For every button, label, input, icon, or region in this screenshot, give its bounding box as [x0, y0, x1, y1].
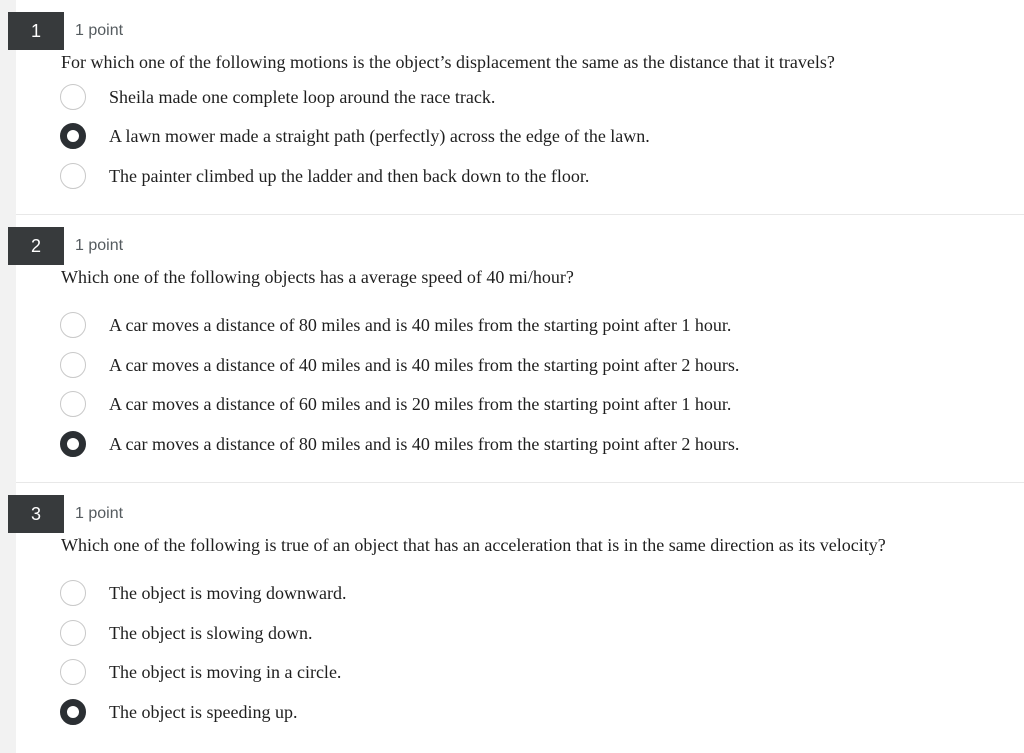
option-1[interactable] [60, 579, 346, 607]
option-label: Sheila made one complete loop around the race track. [109, 86, 496, 107]
option-4[interactable] [60, 698, 297, 726]
option-3[interactable] [60, 162, 589, 190]
option-4[interactable] [60, 430, 739, 458]
question-points: 1 point [75, 22, 124, 39]
question-number-badge: 3 [8, 495, 64, 533]
option-label: A lawn mower made a straight path (perfectly) across the edge of the lawn. [109, 125, 650, 146]
option-label: The painter climbed up the ladder and then back down to the floor. [109, 165, 590, 186]
option-3[interactable] [60, 658, 341, 686]
radio-button[interactable] [60, 163, 86, 189]
option-2[interactable] [60, 122, 650, 150]
option-2[interactable] [60, 619, 312, 647]
option-2[interactable] [60, 351, 739, 379]
radio-button[interactable] [60, 352, 86, 378]
radio-button-selected[interactable] [60, 699, 86, 725]
option-label: The object is slowing down. [109, 622, 313, 643]
option-label: The object is moving in a circle. [109, 661, 342, 682]
option-1[interactable] [60, 311, 731, 339]
option-label: The object is moving downward. [109, 582, 347, 603]
option-label: A car moves a distance of 80 miles and is 40 miles from the starting point after 2 hours. [109, 433, 740, 454]
left-gutter [0, 0, 16, 753]
question-text: Which one of the following is true of an object that has an acceleration that is in the same direction as its velocity? [61, 535, 886, 555]
question-number-badge: 2 [8, 227, 64, 265]
option-1[interactable] [60, 83, 495, 111]
question-points: 1 point [75, 237, 124, 254]
radio-button-selected[interactable] [60, 123, 86, 149]
question-number-badge: 1 [8, 12, 64, 50]
radio-button[interactable] [60, 391, 86, 417]
option-label: The object is speeding up. [109, 701, 298, 722]
radio-button[interactable] [60, 620, 86, 646]
radio-button[interactable] [60, 580, 86, 606]
question-text: Which one of the following objects has a average speed of 40 mi/hour? [61, 267, 574, 287]
option-label: A car moves a distance of 40 miles and is 40 miles from the starting point after 2 hours. [109, 354, 740, 375]
question-points: 1 point [75, 505, 124, 522]
question-2 [16, 215, 1024, 483]
option-label: A car moves a distance of 80 miles and is 40 miles from the starting point after 1 hour. [109, 314, 732, 335]
radio-button[interactable] [60, 659, 86, 685]
radio-button-selected[interactable] [60, 431, 86, 457]
radio-button[interactable] [60, 84, 86, 110]
question-text: For which one of the following motions is the object’s displacement the same as the distance that it travels? [61, 52, 835, 72]
option-3[interactable] [60, 390, 731, 418]
question-3 [16, 483, 1024, 753]
option-label: A car moves a distance of 60 miles and is 20 miles from the starting point after 1 hour. [109, 393, 732, 414]
radio-button[interactable] [60, 312, 86, 338]
question-1 [16, 0, 1024, 215]
